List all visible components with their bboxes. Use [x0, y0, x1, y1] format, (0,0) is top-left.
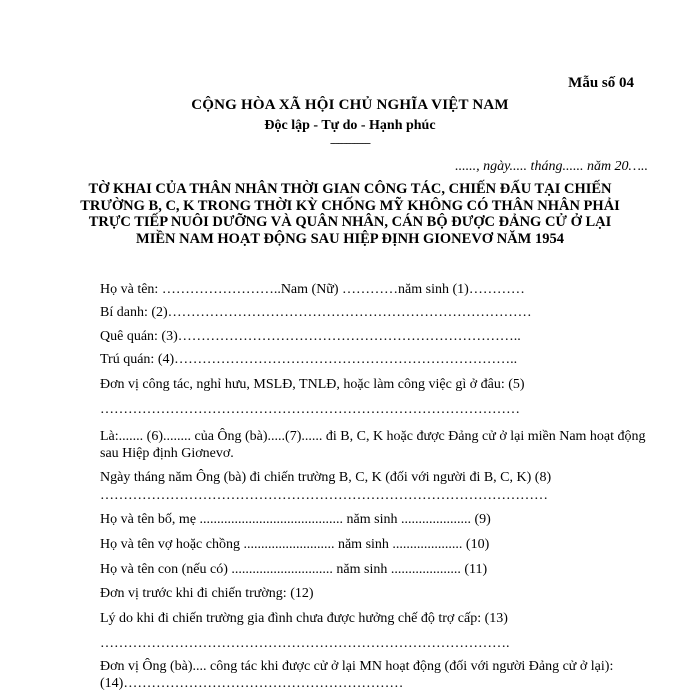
hometown-field: Quê quán: (3)……………………………………………………………….. — [100, 329, 521, 344]
country-heading: CỘNG HÒA XÃ HỘI CHỦ NGHĨA VIỆT NAM — [191, 97, 509, 113]
form-number: Mẫu số 04 — [568, 75, 634, 91]
full-name-field: Họ và tên: ……………………..Nam (Nữ) …………năm sinh (1)………… — [100, 282, 525, 297]
unit-south-field: Đơn vị Ông (bà).... công tác khi được cử ở lại MN hoạt động (đối với người Đảng cử ở lại): (14)…………………………………………………… — [100, 659, 614, 691]
children-field: Họ và tên con (nếu có) ............................. năm sinh .................... (11) — [100, 562, 488, 577]
workplace-label: Đơn vị công tác, nghỉ hưu, MSLĐ, TNLĐ, hoặc làm công việc gì ở đâu: (5) — [100, 377, 525, 392]
parents-field: Họ và tên bố, mẹ ......................................... năm sinh .................... (9) — [100, 512, 491, 527]
residence-field: Trú quán: (4)……………………………………………………………….. — [100, 352, 518, 367]
workplace-dots: ……………………………………………………………………………… — [100, 402, 520, 417]
reason-dots: ……………………………………………………………………………. — [100, 636, 510, 651]
date-line: ......, ngày..... tháng...... năm 20….. — [455, 159, 648, 174]
departure-date-label: Ngày tháng năm Ông (bà) đi chiến trường B, C, K (đối với người đi B, C, K) (8) — [100, 470, 552, 485]
unit-before-field: Đơn vị trước khi đi chiến trường: (12) — [100, 586, 314, 601]
reason-label: Lý do khi đi chiến trường gia đình chưa được hưởng chế độ trợ cấp: (13) — [100, 611, 508, 626]
departure-date-dots: …………………………………………………………………………………… — [100, 488, 548, 503]
header-divider: --------------- — [330, 137, 370, 149]
document-title: TỜ KHAI CỦA THÂN NHÂN THỜI GIAN CÔNG TÁC, CHIẾN ĐẤU TẠI CHIẾN TRƯỜNG B, C, K TRONG THỜI KỲ CHỐNG MỸ KHÔNG CÓ THÂN NHÂN PHẢI TRỰC TIẾP NUÔI DƯỠNG VÀ QUÂN NHÂN, CÁN BỘ ĐƯỢC ĐẢNG CỬ Ở LẠI MIỀN NAM HOẠT ĐỘNG SAU HIỆP ĐỊNH GIONEVƠ NĂM 1954 — [80, 181, 620, 247]
relation-field: Là:....... (6)........ của Ông (bà).....(7)...... đi B, C, K hoặc được Đảng cử ở lại miền Nam hoạt động sau Hiệp định Giơnevơ. — [100, 429, 646, 461]
national-motto: Độc lập - Tự do - Hạnh phúc — [264, 118, 436, 133]
alias-field: Bí danh: (2)…………………………………………………………………… — [100, 305, 532, 320]
spouse-field: Họ và tên vợ hoặc chồng .......................... năm sinh .................... (10) — [100, 537, 490, 552]
